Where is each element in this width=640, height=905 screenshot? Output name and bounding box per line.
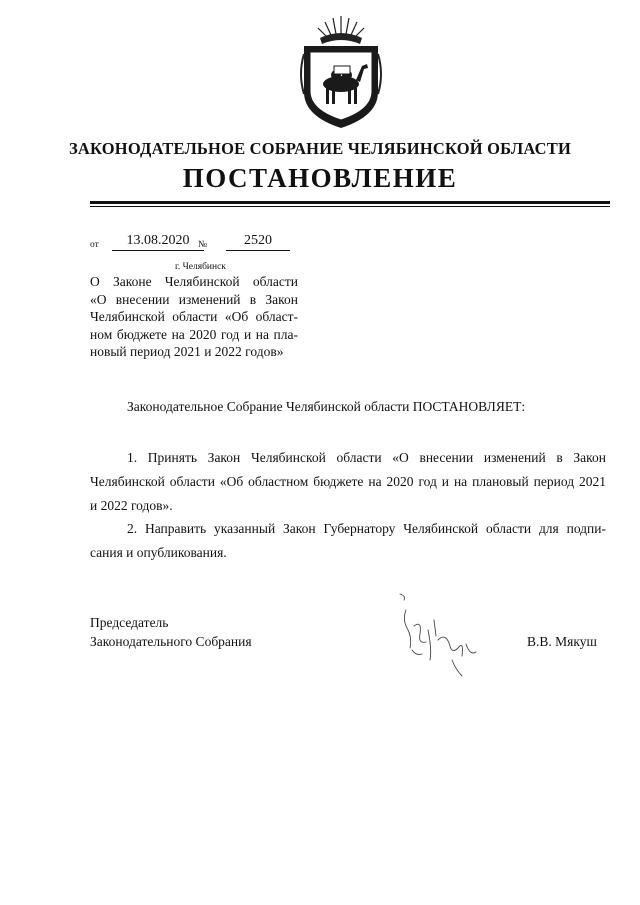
handwritten-signature [392,590,492,685]
item-line: сания и опубликования. [90,545,227,560]
document-number: 2520 [226,233,290,251]
subject-line: «О внесении изменений в Закон [90,291,298,307]
number-label: № [198,240,208,250]
subject-line: ном бюджете на 2020 год и на пла- [90,326,298,342]
date-label: от [90,240,99,250]
document-subject [90,273,298,361]
subject-line: О Законе Челябинской области [90,274,298,289]
coat-of-arms-emblem [296,14,386,132]
resolution-item-1 [90,446,606,518]
document-type-title: ПОСТАНОВЛЕНИЕ [182,163,458,193]
organization-name: ЗАКОНОДАТЕЛЬНОЕ СОБРАНИЕ ЧЕЛЯБИНСКОЙ ОБЛАСТИ [68,139,572,158]
item-line: и 2022 годов». [90,498,173,513]
item-line: Челябинской области «Об областном бюджете на 2020 год и на плановый период 2021 [90,474,606,489]
city-label: г. Челябинск [175,262,226,272]
preamble-text: Законодательное Собрание Челябинской области ПОСТАНОВЛЯЕТ: [127,399,526,414]
subject-line: новый период 2021 и 2022 годов» [90,344,284,359]
item-line: 1. Принять Закон Челябинской области «О внесении изменений в Закон [127,450,606,465]
item-line: 2. Направить указанный Закон Губернатору Челябинской области для подпи- [127,521,606,536]
header-rule-thin [90,206,610,207]
signatory-position-line2: Законодательного Собрания [90,634,252,649]
signatory-name: В.В. Мякуш [527,634,597,649]
subject-line: Челябинской области «Об област- [90,309,298,324]
signatory-position-line1: Председатель [90,615,169,630]
header-rule-thick [90,201,610,204]
resolution-item-2 [90,517,606,565]
document-date: 13.08.2020 [112,233,204,251]
